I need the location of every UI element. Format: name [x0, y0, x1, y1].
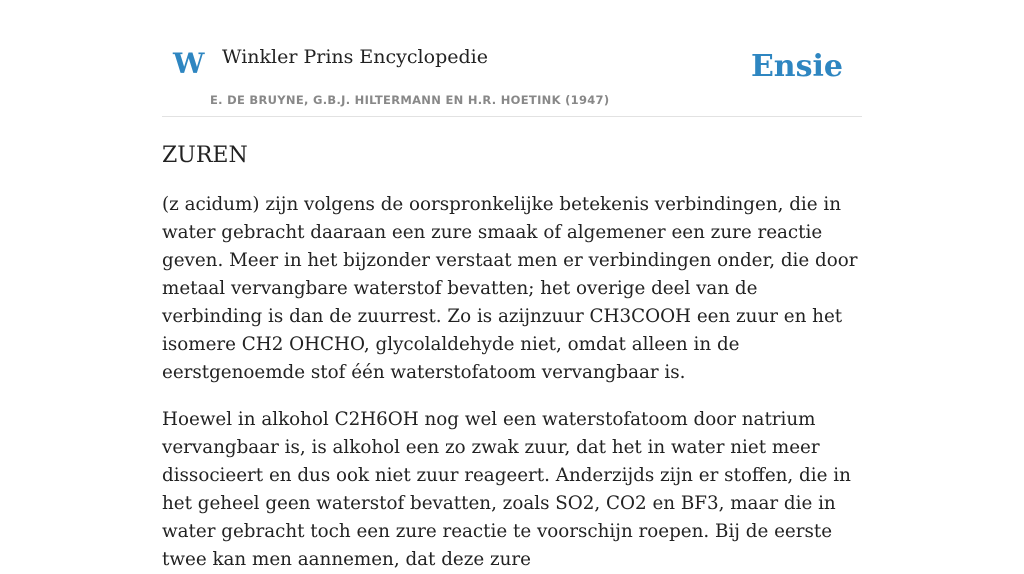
source-authors: E. DE BRUYNE, G.B.J. HILTERMANN EN H.R. HOETINK (1947)	[210, 93, 610, 107]
article-page	[162, 0, 862, 574]
winkler-prins-logo[interactable]: W	[173, 47, 205, 80]
entry-title: ZUREN	[162, 143, 248, 168]
entry-paragraph: Hoewel in alkohol C2H6OH nog wel een waterstofatoom door natrium vervangbaar is, is alkohol een zo zwak zuur, dat het in water niet meer dissocieert en dus ook niet zuur reageert. Anderzijds zijn er stoffen, die in het geheel geen waterstof bevatten, zoals SO2, CO2 en BF3, maar die in water gebracht toch een zure reactie te voorschijn roepen. Bij de eerste twee kan men aannemen, dat deze zure	[162, 409, 851, 571]
site-header	[162, 0, 862, 117]
source-title-link[interactable]: Winkler Prins Encyclopedie	[222, 46, 488, 68]
entry-paragraph: (z acidum) zijn volgens de oorspronkelijke betekenis verbindingen, die in water gebracht daaraan een zure smaak of algemener een zure reactie geven. Meer in het bijzonder verstaat men er verbindingen onder, die door metaal vervangbare waterstof bevatten; het overige deel van de verbinding is dan de zuurrest. Zo is azijnzuur CH3COOH een zuur en het isomere CH2 OHCHO, glycolaldehyde niet, omdat alleen in de eerstgenoemde stof één waterstofatoom vervangbaar is.	[162, 194, 858, 384]
entry-body	[162, 191, 862, 574]
ensie-logo-link[interactable]: Ensie	[750, 49, 843, 84]
